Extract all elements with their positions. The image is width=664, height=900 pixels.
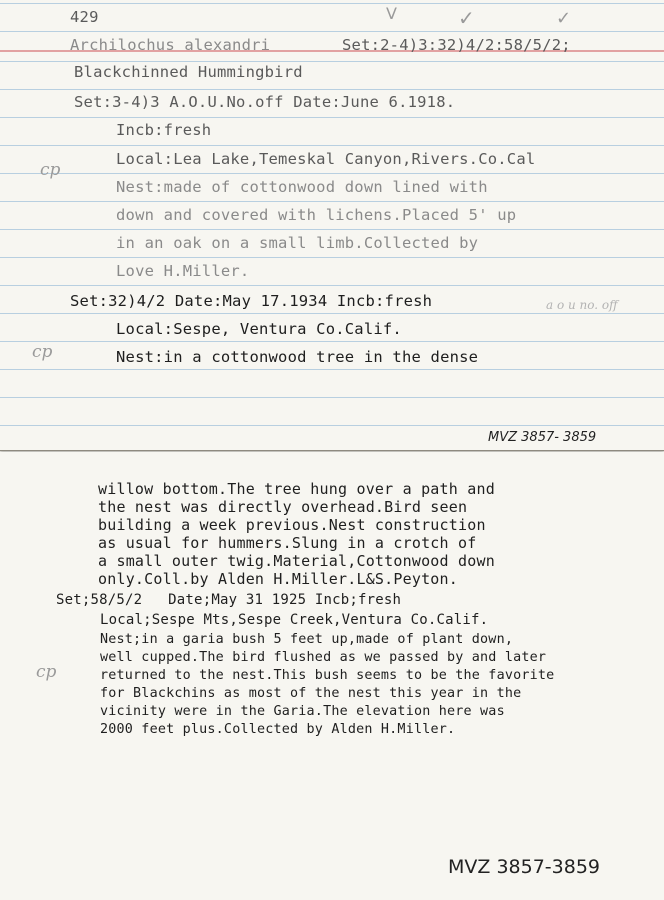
set3-nest-line-4: for Blackchins as most of the nest this year in the <box>100 686 522 701</box>
cp-annotation-1: cp <box>40 160 61 180</box>
set3-nest-line-6: 2000 feet plus.Collected by Alden H.Miller. <box>100 722 456 737</box>
scientific-name: Archilochus alexandri <box>70 36 271 54</box>
mvz-catalog-top: MVZ 3857- 3859 <box>488 430 597 445</box>
mvz-catalog-bottom: MVZ 3857-3859 <box>448 856 601 878</box>
set3-locality: Local;Sespe Mts,Sespe Creek,Ventura Co.Calif. <box>100 612 489 628</box>
set3-nest-line-2: well cupped.The bird flushed as we passed by and later <box>100 650 547 665</box>
bottom-card <box>0 452 664 900</box>
set1-incubation: Incb:fresh <box>116 121 212 139</box>
set2-nest-line: Nest:in a cottonwood tree in the dense <box>116 348 479 366</box>
continuation-line-1: willow bottom.The tree hung over a path and <box>98 480 495 498</box>
set1-nest-line-4: Love H.Miller. <box>116 262 250 280</box>
check-mark-1: V <box>386 4 397 23</box>
cp-annotation-2: cp <box>32 342 53 362</box>
continuation-line-3: building a week previous.Nest construction <box>98 516 486 534</box>
aou-note-annotation: a o u no. off <box>546 298 618 312</box>
continuation-line-6: only.Coll.by Alden H.Miller.L&S.Peyton. <box>98 570 458 588</box>
continuation-line-4: as usual for hummers.Slung in a crotch of <box>98 534 477 552</box>
catalog-number: 429 <box>70 8 99 26</box>
cp-annotation-3: cp <box>36 662 57 682</box>
set2-locality: Local:Sespe, Ventura Co.Calif. <box>116 320 402 338</box>
check-mark-3: ✓ <box>556 8 572 29</box>
set1-nest-line-3: in an oak on a small limb.Collected by <box>116 234 479 252</box>
set3-nest-line-5: vicinity were in the Garia.The elevation here was <box>100 704 505 719</box>
set3-header: Set;58/5/2 Date;May 31 1925 Incb;fresh <box>56 592 402 608</box>
common-name: Blackchinned Hummingbird <box>74 63 303 81</box>
continuation-line-2: the nest was directly overhead.Bird seen <box>98 498 468 516</box>
set1-locality: Local:Lea Lake,Temeskal Canyon,Rivers.Co.Cal <box>116 150 536 168</box>
set1-nest-line-1: Nest:made of cottonwood down lined with <box>116 178 488 196</box>
sets-header: Set:2-4)3:32)4/2:58/5/2; <box>342 36 571 54</box>
set1-nest-line-2: down and covered with lichens.Placed 5' up <box>116 206 517 224</box>
continuation-line-5: a small outer twig.Material,Cottonwood down <box>98 552 495 570</box>
set2-header: Set:32)4/2 Date:May 17.1934 Incb:fresh <box>70 292 433 310</box>
check-mark-2: ✓ <box>458 6 475 30</box>
set1-header: Set:3-4)3 A.O.U.No.off Date:June 6.1918. <box>74 93 456 111</box>
set3-nest-line-1: Nest;in a garia bush 5 feet up,made of plant down, <box>100 632 514 647</box>
set3-nest-line-3: returned to the nest.This bush seems to be the favorite <box>100 668 555 683</box>
